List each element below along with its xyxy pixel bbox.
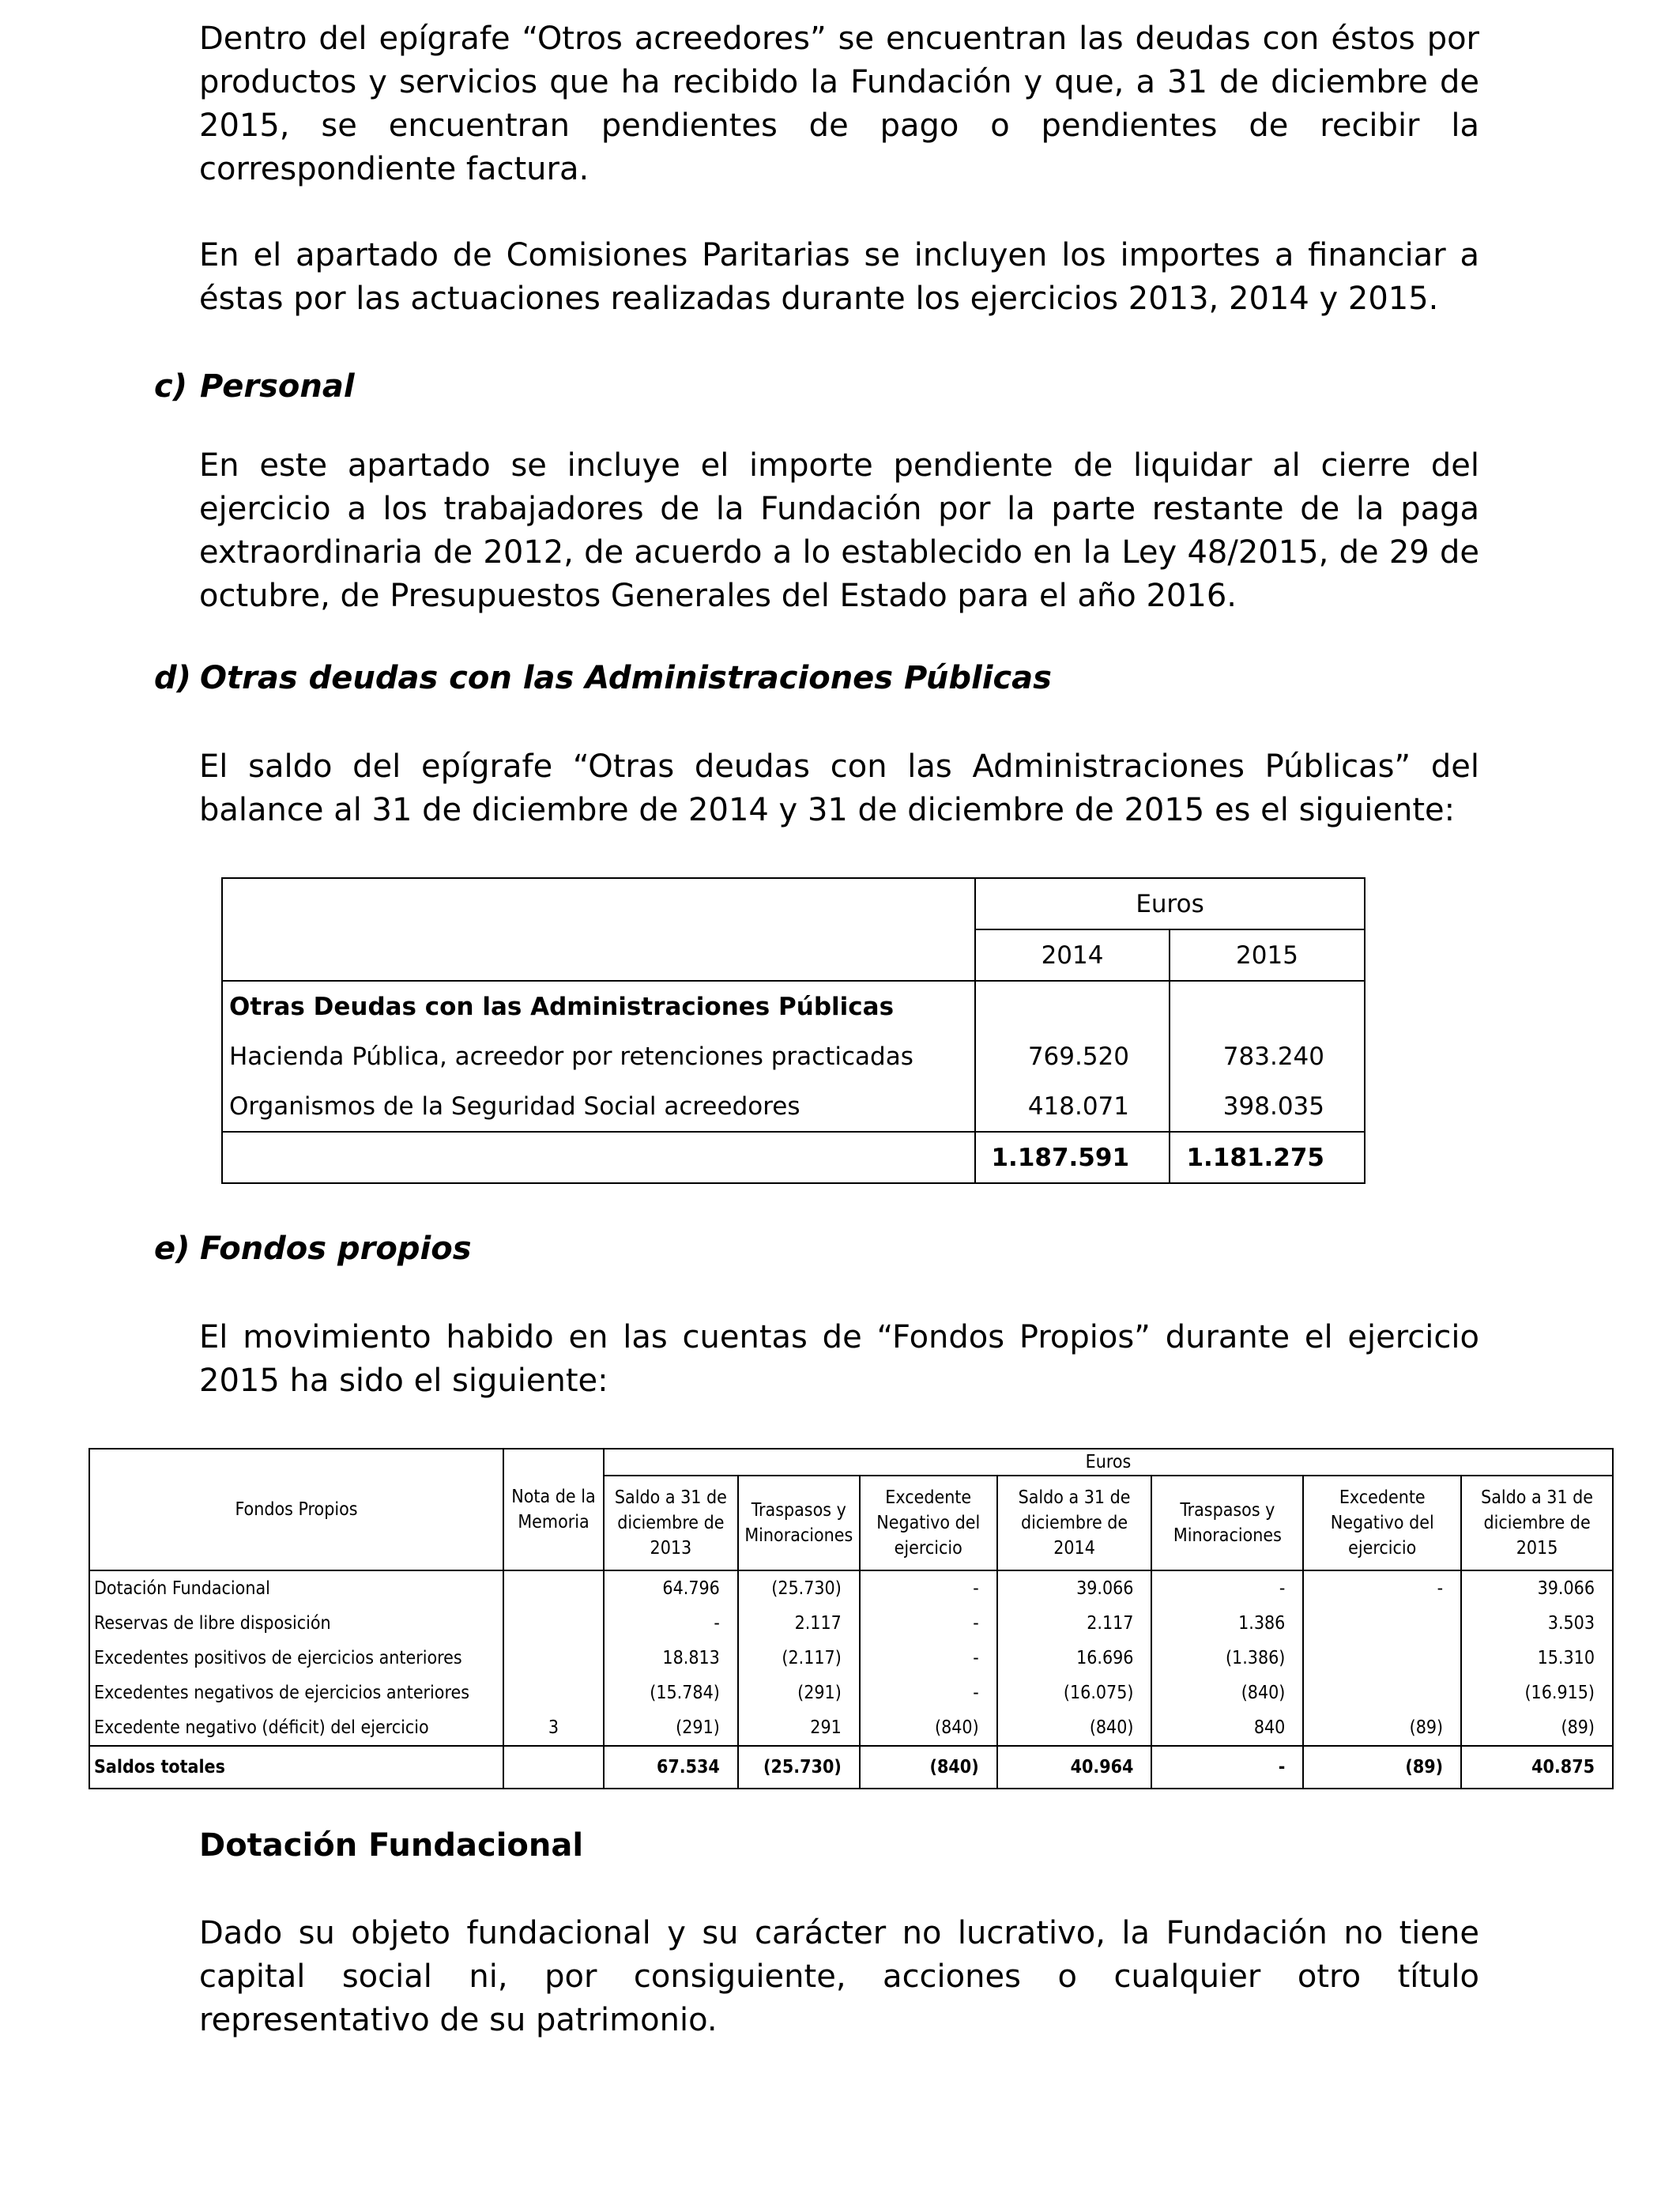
total-saldo-2013-cell: 67.534 (604, 1746, 738, 1789)
table-cell (222, 1132, 975, 1183)
traspasos-2-cell: (1.386) (1151, 1641, 1303, 1676)
row-label: Excedentes negativos de ejercicios anteriores (89, 1676, 503, 1710)
excedente-2-cell: - (1303, 1570, 1461, 1606)
saldo-2013-cell: - (604, 1606, 738, 1641)
excedente-1-cell: (840) (860, 1710, 997, 1746)
year-header-2015: 2015 (1170, 929, 1365, 981)
traspasos-1-cell: (25.730) (738, 1570, 860, 1606)
value-2015: 783.240 (1170, 1031, 1365, 1081)
nota-cell (503, 1570, 604, 1606)
traspasos-1-cell: (2.117) (738, 1641, 860, 1676)
header-traspasos-2: Traspasos y Minoraciones (1151, 1476, 1303, 1570)
row-label: Dotación Fundacional (89, 1570, 503, 1606)
total-2015: 1.181.275 (1170, 1132, 1365, 1183)
nota-cell (503, 1676, 604, 1710)
table-row (89, 1676, 1613, 1710)
saldo-2013-cell: 18.813 (604, 1641, 738, 1676)
nota-cell: 3 (503, 1710, 604, 1746)
traspasos-1-cell: (291) (738, 1676, 860, 1710)
group-header: Euros (975, 878, 1365, 929)
excedente-1-cell: - (860, 1570, 997, 1606)
table-cell (1170, 981, 1365, 1031)
excedente-2-cell (1303, 1676, 1461, 1710)
year-header-2014: 2014 (975, 929, 1170, 981)
heading-dotacion-fundacional: Dotación Fundacional (199, 1827, 584, 1864)
paragraph-otros-acreedores: Dentro del epígrafe “Otros acreedores” se encuentran las deudas con éstos por productos y servicios que ha recibido la Fundación y que, a 31 de diciembre de 2015, se encuentran pendientes de pago o pendientes de recibir la correspondiente factura. (199, 21, 1479, 187)
header-nota: Nota de la Memoria (503, 1449, 604, 1570)
heading-text: Fondos propios (200, 1231, 472, 1267)
saldo-2014-cell: 39.066 (997, 1570, 1152, 1606)
traspasos-1-cell: 2.117 (738, 1606, 860, 1641)
row-label: Hacienda Pública, acreedor por retenciones practicadas (222, 1031, 975, 1081)
row-label: Reservas de libre disposición (89, 1606, 503, 1641)
saldo-2015-cell: 15.310 (1461, 1641, 1613, 1676)
header-saldo-2013: Saldo a 31 de diciembre de 2013 (604, 1476, 738, 1570)
total-traspasos-1-cell: (25.730) (738, 1746, 860, 1789)
heading-text: Otras deudas con las Administraciones Públicas (200, 660, 1052, 696)
saldo-2014-cell: (16.075) (997, 1676, 1152, 1710)
table-fondos-propios (89, 1448, 1614, 1789)
header-excedente-1: Excedente Negativo del ejercicio (860, 1476, 997, 1570)
total-saldo-2015-cell: 40.875 (1461, 1746, 1613, 1789)
paragraph-comisiones-paritarias: En el apartado de Comisiones Paritarias se incluyen los importes a financiar a éstas por las actuaciones realizadas durante los ejercicios 2013, 2014 y 2015. (199, 237, 1479, 317)
saldo-2015-cell: (16.915) (1461, 1676, 1613, 1710)
paragraph-fondos-propios: El movimiento habido en las cuentas de “Fondos Propios” durante el ejercicio 2015 ha sido el siguiente: (199, 1319, 1479, 1399)
table-corner (222, 878, 975, 981)
heading-otras-deudas (154, 657, 1052, 700)
total-row (89, 1746, 1613, 1789)
excedente-2-cell (1303, 1606, 1461, 1641)
excedente-2-cell (1303, 1641, 1461, 1676)
table-row (89, 1570, 1613, 1606)
traspasos-2-cell: - (1151, 1570, 1303, 1606)
traspasos-2-cell: 840 (1151, 1710, 1303, 1746)
row-label: Excedente negativo (déficit) del ejercicio (89, 1710, 503, 1746)
group-header: Euros (604, 1449, 1613, 1476)
total-row (222, 1132, 1365, 1183)
saldo-2015-cell: 3.503 (1461, 1606, 1613, 1641)
table-row (222, 1031, 1365, 1081)
total-saldo-2014-cell: 40.964 (997, 1746, 1152, 1789)
total-excedente-2-cell: (89) (1303, 1746, 1461, 1789)
paragraph-dotacion-fundacional: Dado su objeto fundacional y su carácter no lucrativo, la Fundación no tiene capital social ni, por consiguiente, acciones o cualquier otro título representativo de su patrimonio. (199, 1915, 1479, 2038)
total-row-label: Saldos totales (89, 1746, 503, 1789)
table-otras-deudas (221, 877, 1365, 1184)
saldo-2014-cell: (840) (997, 1710, 1152, 1746)
value-2014: 418.071 (975, 1081, 1170, 1132)
total-traspasos-2-cell: - (1151, 1746, 1303, 1789)
total-2014: 1.187.591 (975, 1132, 1170, 1183)
traspasos-1-cell: 291 (738, 1710, 860, 1746)
saldo-2014-cell: 2.117 (997, 1606, 1152, 1641)
heading-personal (154, 365, 355, 409)
paragraph-otras-deudas: El saldo del epígrafe “Otras deudas con las Administraciones Públicas” del balance al 31 de diciembre de 2014 y 31 de diciembre de 2015 es el siguiente: (199, 748, 1479, 828)
section-title: Otras Deudas con las Administraciones Públicas (222, 981, 975, 1031)
heading-text: Personal (200, 368, 355, 405)
row-label: Excedentes positivos de ejercicios anteriores (89, 1641, 503, 1676)
header-saldo-2015: Saldo a 31 de diciembre de 2015 (1461, 1476, 1613, 1570)
saldo-2014-cell: 16.696 (997, 1641, 1152, 1676)
header-fondos-propios: Fondos Propios (89, 1449, 503, 1570)
nota-cell (503, 1641, 604, 1676)
row-label: Organismos de la Seguridad Social acreedores (222, 1081, 975, 1132)
header-excedente-2: Excedente Negativo del ejercicio (1303, 1476, 1461, 1570)
excedente-2-cell: (89) (1303, 1710, 1461, 1746)
table-row (89, 1641, 1613, 1676)
total-excedente-1-cell: (840) (860, 1746, 997, 1789)
value-2015: 398.035 (1170, 1081, 1365, 1132)
saldo-2013-cell: 64.796 (604, 1570, 738, 1606)
table-row (89, 1710, 1613, 1746)
excedente-1-cell: - (860, 1641, 997, 1676)
saldo-2013-cell: (15.784) (604, 1676, 738, 1710)
heading-label: e) (154, 1231, 190, 1267)
table-row (89, 1606, 1613, 1641)
value-2014: 769.520 (975, 1031, 1170, 1081)
heading-label: c) (154, 368, 187, 405)
header-traspasos-1: Traspasos y Minoraciones (738, 1476, 860, 1570)
total-nota-cell (503, 1746, 604, 1789)
table-cell (975, 981, 1170, 1031)
traspasos-2-cell: 1.386 (1151, 1606, 1303, 1641)
excedente-1-cell: - (860, 1676, 997, 1710)
paragraph-personal: En este apartado se incluye el importe pendiente de liquidar al cierre del ejercicio a los trabajadores de la Fundación por la parte restante de la paga extraordinaria de 2012, de acuerdo a lo establecido en la Ley 48/2015, de 29 de octubre, de Presupuestos Generales del Estado para el año 2016. (199, 447, 1479, 614)
header-saldo-2014: Saldo a 31 de diciembre de 2014 (997, 1476, 1152, 1570)
saldo-2013-cell: (291) (604, 1710, 738, 1746)
saldo-2015-cell: (89) (1461, 1710, 1613, 1746)
heading-label: d) (154, 660, 191, 696)
heading-fondos-propios (154, 1227, 472, 1271)
traspasos-2-cell: (840) (1151, 1676, 1303, 1710)
excedente-1-cell: - (860, 1606, 997, 1641)
table-row (222, 1081, 1365, 1132)
saldo-2015-cell: 39.066 (1461, 1570, 1613, 1606)
nota-cell (503, 1606, 604, 1641)
